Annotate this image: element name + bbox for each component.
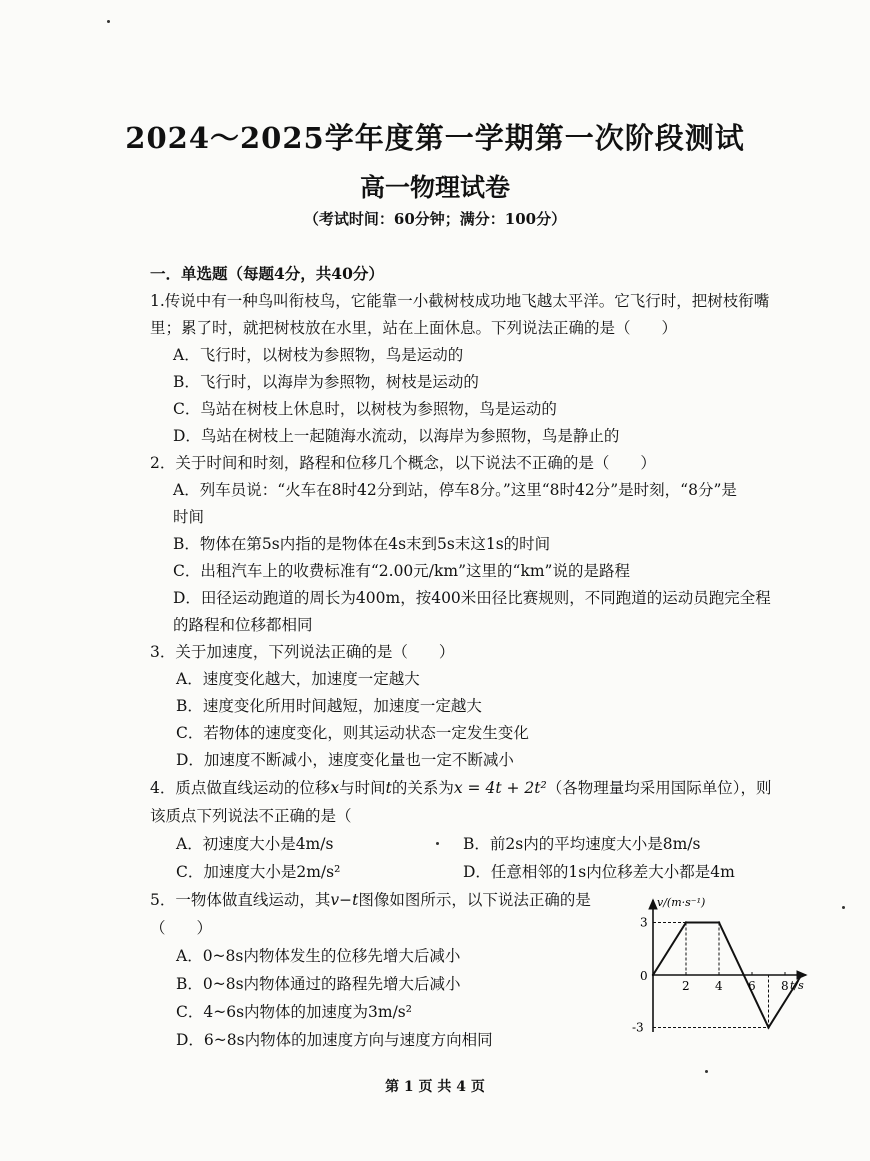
q2-option-a-line2: 时间 — [173, 508, 205, 526]
q2-option-d-line2: 的路程和位移都相同 — [173, 616, 313, 634]
scan-speck — [705, 1070, 708, 1073]
q4-option-c: C．加速度大小是2m/s² — [176, 863, 341, 881]
q3-option-d: D．加速度不断减小，速度变化量也一定不断减小 — [176, 751, 514, 769]
q4-option-a: A．初速度大小是4m/s — [176, 835, 334, 853]
x-tick-label: 2 — [682, 979, 690, 993]
q5-stem-part1: 5．一物体做直线运动，其 — [150, 891, 331, 909]
q4-stem-part3: 的关系为 — [391, 779, 454, 797]
exam-title: 2024～2025学年度第一学期第一次阶段测试 — [125, 121, 745, 155]
scan-speck — [842, 906, 845, 909]
q1-option-b: B．飞行时，以海岸为参照物，树枝是运动的 — [173, 373, 479, 391]
exam-info: （考试时间：60分钟；满分：100分） — [303, 210, 567, 228]
vt-graph — [628, 892, 818, 1042]
q2-option-d-line1: D．田径运动跑道的周长为400m，按400米田径比赛规则，不同跑道的运动员跑完全程 — [173, 589, 771, 607]
origin-label: 0 — [640, 969, 648, 983]
q3-stem: 3．关于加速度，下列说法正确的是（ ） — [150, 643, 455, 661]
q1-option-d: D．鸟站在树枝上一起随海水流动，以海岸为参照物，鸟是静止的 — [173, 427, 620, 445]
velocity-data-point — [800, 974, 802, 976]
q3-option-c: C．若物体的速度变化，则其运动状态一定发生变化 — [176, 724, 529, 742]
q4-var-x: x — [330, 779, 340, 797]
q2-option-b: B．物体在第5s内指的是物体在4s末到5s末这1s的时间 — [173, 535, 551, 553]
q1-option-a: A．飞行时，以树枝为参照物，鸟是运动的 — [173, 346, 464, 364]
x-tick-label: 8 — [781, 979, 789, 993]
y-tick-label: 3 — [640, 915, 648, 930]
q5-stem-line1 — [150, 890, 591, 910]
q5-stem-line2: （ ） — [150, 919, 213, 937]
q4-formula: x = 4t + 2t² — [453, 779, 547, 797]
scan-speck — [107, 20, 110, 23]
q5-option-d: D．6~8s内物体的加速度方向与速度方向相同 — [176, 1031, 493, 1049]
x-axis-label: t/s — [790, 979, 804, 992]
x-tick-label: 4 — [715, 979, 723, 993]
q1-stem-line2: 里；累了时，就把树枝放在水里，站在上面休息。下列说法正确的是（ ） — [150, 319, 678, 337]
y-axis-label: v/(m·s⁻¹) — [657, 896, 706, 909]
q4-var-t: t — [385, 779, 392, 797]
q4-stem-line2: 该质点下列说法不正确的是（ — [150, 807, 352, 825]
q4-stem-line1 — [150, 778, 771, 798]
page-footer: 第 1 页 共 4 页 — [385, 1079, 485, 1095]
q5-option-b: B．0~8s内物体通过的路程先增大后减小 — [176, 975, 461, 993]
q4-option-b: B．前2s内的平均速度大小是8m/s — [463, 835, 701, 853]
exam-subtitle: 高一物理试卷 — [359, 173, 510, 202]
q3-option-b: B．速度变化所用时间越短，加速度一定越大 — [176, 697, 482, 715]
q5-option-c: C．4~6s内物体的加速度为3m/s² — [176, 1003, 412, 1021]
y-tick-label: -3 — [632, 1020, 644, 1035]
scan-speck — [436, 842, 439, 845]
q4-stem-part4: （各物理量均采用国际单位），则 — [546, 779, 772, 797]
q5-stem-part2: 图像如图所示，以下说法正确的是 — [358, 891, 591, 909]
q3-option-a: A．速度变化越大，加速度一定越大 — [176, 670, 420, 688]
q2-option-a-line1: A．列车员说：“火车在8时42分到站，停车8分。”这里“8时42分”是时刻，“8分”是 — [173, 481, 737, 499]
section-title: 一．单选题（每题4分，共40分） — [150, 264, 384, 283]
q1-option-c: C．鸟站在树枝上休息时，以树枝为参照物，鸟是运动的 — [173, 400, 557, 418]
q5-option-a: A．0~8s内物体发生的位移先增大后减小 — [176, 947, 461, 965]
velocity-data-point — [718, 921, 720, 923]
q1-stem-line1: 1.传说中有一种鸟叫衔枝鸟，它能靠一小截树枝成功地飞越太平洋。它飞行时，把树枝衔嘴 — [150, 292, 770, 310]
q2-stem: 2．关于时间和时刻，路程和位移几个概念，以下说法不正确的是（ ） — [150, 454, 656, 472]
velocity-data-point — [767, 1026, 769, 1028]
q4-stem-part2: 与时间 — [339, 779, 386, 797]
q5-vt-label: v−t — [330, 891, 359, 909]
q2-option-c: C．出租汽车上的收费标准有“2.00元/km”这里的“km”说的是路程 — [173, 562, 630, 580]
q4-option-d: D．任意相邻的1s内位移差大小都是4m — [463, 863, 735, 881]
velocity-data-point — [685, 921, 687, 923]
q4-stem-part1: 4．质点做直线运动的位移 — [150, 779, 331, 797]
velocity-data-point — [652, 974, 654, 976]
x-tick-label: 6 — [748, 979, 756, 993]
